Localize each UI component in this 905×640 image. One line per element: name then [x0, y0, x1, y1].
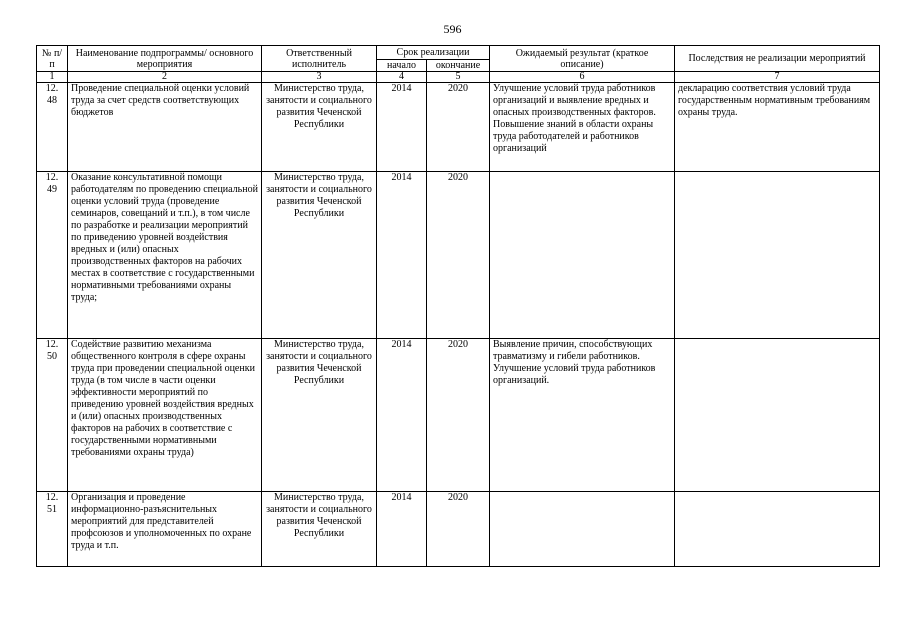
- start-year: 2014: [377, 339, 427, 492]
- table-header: [37, 46, 880, 83]
- expected-result: Выявление причин, способствующих травматизму и гибели работников. Улучшение условий труда работников организаций.: [490, 339, 675, 492]
- responsible-executor: Министерство труда, занятости и социального развития Чеченской Республики: [262, 339, 377, 492]
- consequence: [675, 172, 880, 339]
- consequence: [675, 339, 880, 492]
- column-number: 6: [490, 72, 675, 83]
- header-end: окончание: [427, 60, 490, 72]
- consequence: [675, 492, 880, 567]
- column-number: 2: [68, 72, 262, 83]
- header-result: Ожидаемый результат (краткое описание): [490, 46, 675, 72]
- header-num: № п/п: [37, 46, 68, 72]
- table-row: [37, 172, 880, 339]
- expected-result: Улучшение условий труда работников организаций и выявление вредных и опасных производственных факторов. Повышение знаний в области охраны труда работодателей и работников организаций: [490, 83, 675, 172]
- header-start: начало: [377, 60, 427, 72]
- start-year: 2014: [377, 492, 427, 567]
- start-year: 2014: [377, 172, 427, 339]
- row-number: 12. 51: [37, 492, 68, 567]
- table-row: [37, 339, 880, 492]
- column-number: 5: [427, 72, 490, 83]
- header-period: Срок реализации: [377, 46, 490, 60]
- header-name: Наименование подпрограммы/ основного мероприятия: [68, 46, 262, 72]
- page-number: 596: [443, 22, 462, 36]
- column-number: 4: [377, 72, 427, 83]
- responsible-executor: Министерство труда, занятости и социального развития Чеченской Республики: [262, 492, 377, 567]
- column-number: 3: [262, 72, 377, 83]
- row-number: 12. 49: [37, 172, 68, 339]
- measure-name: Проведение специальной оценки условий труда за счет средств соответствующих бюджетов: [68, 83, 262, 172]
- column-number-row: [37, 72, 880, 83]
- responsible-executor: Министерство труда, занятости и социального развития Чеченской Республики: [262, 172, 377, 339]
- row-number: 12. 48: [37, 83, 68, 172]
- measure-name: Оказание консультативной помощи работодателям по проведению специальной оценки условий труда (проведение семинаров, совещаний и т.п.), в том числе по разработке и реализации мероприятий по приведению уровней воздействия вредных и (или) опасных производственных факторов на рабочих местах в соответствие с государственными нормативными требованиями охраны труда;: [68, 172, 262, 339]
- start-year: 2014: [377, 83, 427, 172]
- table-row: [37, 83, 880, 172]
- end-year: 2020: [427, 339, 490, 492]
- end-year: 2020: [427, 492, 490, 567]
- consequence: декларацию соответствия условий труда государственным нормативным требованиям охраны труда.: [675, 83, 880, 172]
- table-row: [37, 492, 880, 567]
- end-year: 2020: [427, 172, 490, 339]
- measure-name: Содействие развитию механизма общественного контроля в сфере охраны труда при проведении специальной оценки труда (в том числе в части оценки эффективности мероприятий по приведению уровней воздействия вредных и (или) опасных производственных факторов на рабочих в соответствие с государственными нормативными требованиями охраны труда): [68, 339, 262, 492]
- measure-name: Организация и проведение информационно-разъяснительных мероприятий для представителей профсоюзов и уполномоченных по охране труда и т.п.: [68, 492, 262, 567]
- header-responsible: Ответственный исполнитель: [262, 46, 377, 72]
- end-year: 2020: [427, 83, 490, 172]
- header-consequence: Последствия не реализации мероприятий: [675, 46, 880, 72]
- expected-result: [490, 172, 675, 339]
- row-number: 12. 50: [37, 339, 68, 492]
- program-measures-table: [36, 45, 880, 567]
- expected-result: [490, 492, 675, 567]
- column-number: 1: [37, 72, 68, 83]
- responsible-executor: Министерство труда, занятости и социального развития Чеченской Республики: [262, 83, 377, 172]
- column-number: 7: [675, 72, 880, 83]
